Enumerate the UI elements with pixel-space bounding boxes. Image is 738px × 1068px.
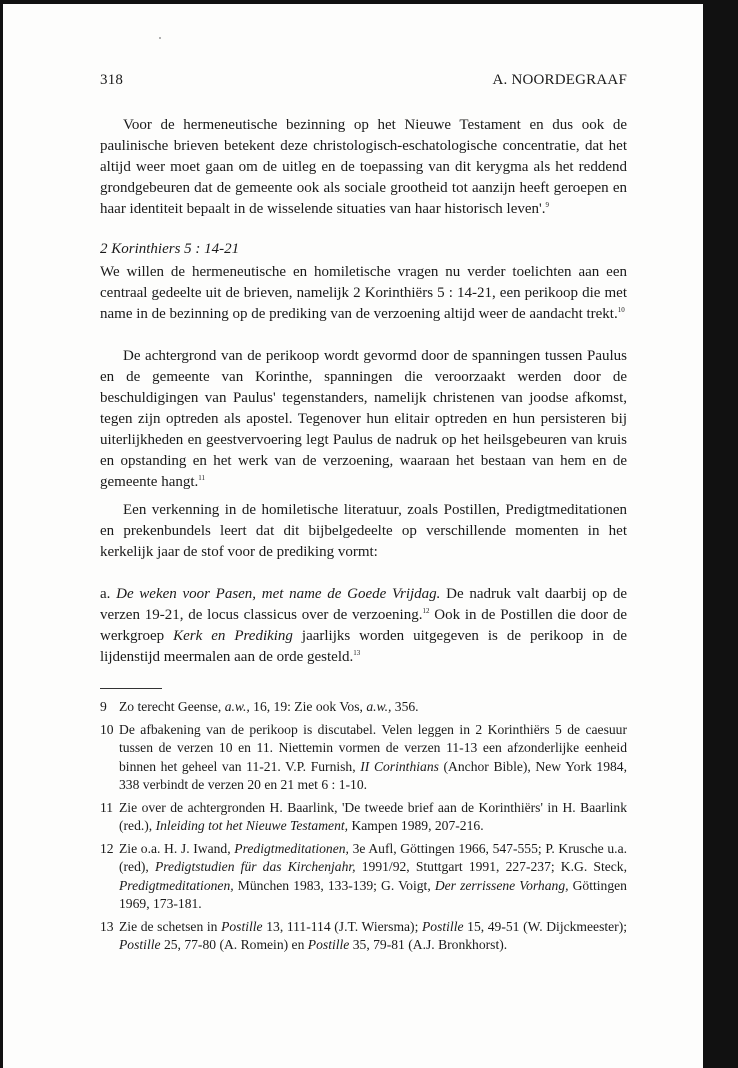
footnote-12	[100, 840, 627, 914]
paragraph-1-text: Voor de hermeneutische bezinning op het Nieuwe Testament en dus ook de paulinische brieven betekent deze christologisch-eschatologische concentratie, dat het altijd weer moet gaan om de uitleg en de toepassing van dit kerygma als het reddend grondgebeuren dat de gemeente ook als sociale grootheid tot aanzijn heeft geroepen en haar identiteit bepaalt in de wisselende situaties van haar historisch leven'.	[100, 117, 627, 217]
footnote-number: 9	[100, 699, 107, 714]
footnote-13	[100, 918, 627, 955]
paragraph-2	[100, 262, 627, 325]
footnote-run: 13, 111-114 (J.T. Wiersma);	[262, 918, 422, 934]
paragraph-5-text-c: jaarlijks worden uitgegeven is de perikoop in de lijdenstijd meermalen aan de orde gesteld.	[100, 628, 628, 665]
paragraph-4	[100, 500, 627, 563]
footnote-italic-run: Der zerrissene Vorhang,	[434, 877, 569, 893]
paragraph-1	[100, 115, 627, 220]
footnote-10	[100, 721, 627, 795]
footnote-italic-run: Inleiding tot het Nieuwe Testament,	[155, 818, 349, 833]
footnote-ref-11: 11	[198, 474, 206, 482]
footnote-ref-13: 13	[353, 649, 361, 657]
footnote-text	[119, 698, 627, 717]
footnote-run: 25, 77-80 (A. Romein) en	[160, 937, 308, 952]
footnote-run: 1991/92, Stuttgart 1991, 227-237; K.G. Steck,	[355, 859, 627, 874]
footnote-run: De afbakening van de perikoop is discutabel. Velen leggen in 2 Korinthiërs 5 de caesuur tussen de verzen 10 en 11. Niettemin vormen de verzen 11-13 een afzonderlijke eenheid binnen het geheel van 11-21. V.P. Furnish,	[119, 721, 627, 774]
footnote-ref-10: 10	[617, 306, 625, 314]
page-number: 318	[100, 72, 124, 88]
footnote-run: München 1983, 133-139; G. Voigt,	[233, 877, 435, 893]
footnote-italic-run: Predigtstudien für das Kirchenjahr,	[154, 859, 356, 874]
footnote-run: (Anchor Bible), New York 1984, 338 verbindt de verzen 20 en 21 met 6 : 1-10.	[119, 758, 627, 792]
footnote-run: Göttingen 1969, 173-181.	[119, 877, 627, 911]
footnote-9	[100, 698, 627, 717]
paragraph-5-italic-b: Kerk en Prediking	[173, 628, 293, 644]
footnote-italic-run: Postille	[119, 937, 161, 952]
paragraph-5-italic-lead: De weken voor Pasen, met name de Goede Vrijdag.	[116, 586, 441, 602]
paragraph-4-text: Een verkenning in de homiletische literatuur, zoals Postillen, Predigtmeditationen en prekenbundels leert dat dit bijbelgedeelte op verschillende momenten in het kerkelijk jaar de stof voor de prediking vormt:	[100, 502, 627, 560]
footnote-run: 3e Aufl, Göttingen 1966, 547-555; P. Krusche u.a.(red),	[119, 840, 627, 874]
footnote-number: 12	[100, 840, 114, 856]
footnote-number: 10	[100, 721, 114, 737]
section-heading: 2 Korinthiers 5 : 14-21	[100, 241, 240, 257]
footnote-italic-run: a.w.,	[224, 699, 250, 714]
paragraph-5-text-b: Ook in de Postillen die door de werkgroep	[100, 607, 627, 644]
paragraph-2-text: We willen de hermeneutische en homiletische vragen nu verder toelichten aan een centraal gedeelte uit de brieven, namelijk 2 Korinthiërs 5 : 14-21, een perikoop die met name in de bezinning op de prediking van de verzoening altijd weer de aandacht trekt.	[100, 264, 627, 322]
footnote-italic-run: Postille	[421, 918, 464, 934]
footnote-run: Kampen 1989, 207-216.	[348, 818, 484, 833]
footnote-italic-run: Predigtmeditationen,	[119, 877, 234, 893]
footnote-run: Zie o.a. H. J. Iwand,	[119, 840, 235, 856]
footnotes	[100, 698, 627, 959]
footnote-run: Zie over de achtergronden H. Baarlink, 'De tweede brief aan de Korinthiërs' in H. Baarlink (red.),	[119, 799, 627, 833]
footnote-italic-run: Postille	[307, 937, 350, 952]
footnote-run: 15, 49-51 (W. Dijckmeester);	[463, 918, 627, 934]
paragraph-5	[100, 584, 627, 668]
footnote-number: 11	[100, 799, 114, 815]
footnote-italic-run: Postille	[221, 918, 263, 934]
paragraph-5-text-a: De nadruk valt daarbij op de verzen 19-21, de locus classicus over de verzoening.	[100, 586, 628, 623]
footnote-text	[119, 721, 627, 795]
paragraph-3-text: De achtergrond van de perikoop wordt gevormd door de spanningen tussen Paulus en de gemeente van Korinthe, spanningen die veroorzaakt werden door de beschuldigingen van Paulus' tegenstanders, namelijk christenen van joodse afkomst, tegen zijn optreden als apostel. Tegenover hun elitair optreden en hun persisteren bij uiterlijkheden en geestvervoering legt Paulus de nadruk op het heilsgebeuren van kruis en opstanding en het werk van de verzoening, waaraan het bestaan van hem en de gemeente hangt.	[100, 348, 627, 490]
footnote-11	[100, 799, 627, 836]
footnote-italic-run: a.w.,	[366, 699, 392, 714]
list-label-a: a.	[100, 586, 111, 602]
footnote-text	[119, 799, 627, 836]
footnote-text	[119, 918, 627, 955]
scan-border-right	[703, 0, 738, 1068]
footnote-number: 13	[100, 918, 114, 934]
footnote-run: Zie de schetsen in	[119, 918, 222, 934]
footnote-italic-run: Predigtmeditationen,	[234, 840, 349, 856]
running-header	[100, 72, 627, 89]
footnote-text	[119, 840, 627, 914]
footnote-run: 35, 79-81 (A.J. Bronkhorst).	[349, 937, 508, 952]
footnote-run: 16, 19: Zie ook Vos,	[249, 699, 367, 714]
footnote-separator	[100, 688, 162, 689]
footnote-run: Zo terecht Geense,	[119, 699, 225, 714]
scan-speck	[159, 37, 161, 39]
footnote-italic-run: II Corinthians	[360, 758, 439, 774]
footnote-ref-12: 12	[422, 607, 430, 615]
paragraph-3	[100, 346, 627, 493]
footnote-run: 356.	[391, 699, 419, 714]
running-author: A. NOORDEGRAAF	[492, 72, 627, 88]
footnote-ref-9: 9	[545, 201, 549, 209]
